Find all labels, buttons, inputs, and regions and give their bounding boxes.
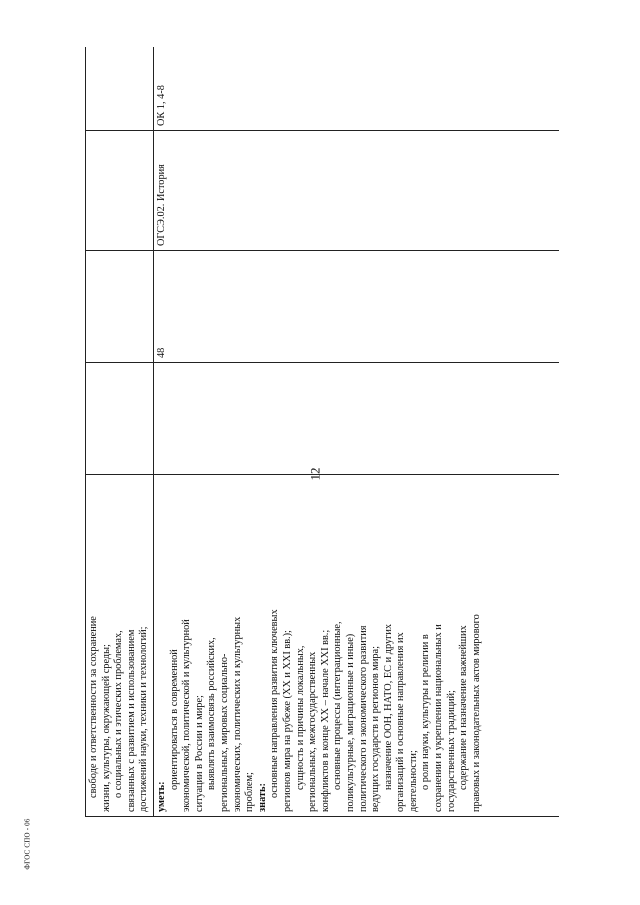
text-line: свободе и ответственности за сохранение bbox=[88, 616, 99, 798]
row1-empty-cell bbox=[86, 131, 154, 251]
row1-requirements-cell bbox=[86, 475, 154, 817]
text-line: экономической, политической и культурной bbox=[181, 619, 193, 812]
rotated-table-frame bbox=[85, 47, 559, 817]
footer-code: ФГОС СПО - 06 bbox=[23, 818, 32, 870]
text-line: поликультурные, миграционные и иные) bbox=[344, 633, 356, 812]
table-row bbox=[86, 47, 154, 817]
rotated-table-content bbox=[85, 47, 559, 817]
text-line: экономических, политических и культурных bbox=[231, 616, 243, 812]
table-row bbox=[154, 47, 560, 817]
text-line: содержание и назначение важнейших bbox=[458, 625, 470, 790]
text-line: региональных, мировых социально- bbox=[218, 653, 230, 812]
discipline-cell: ОГСЭ.02. История bbox=[154, 131, 560, 251]
row2-empty-cell bbox=[154, 363, 560, 475]
text-line: политического и экономического развития bbox=[357, 625, 369, 812]
text-line: основные направления развития ключевых bbox=[269, 609, 281, 798]
text-line: ведущих государств и регионов мира; bbox=[370, 646, 382, 812]
row1-empty-cell bbox=[86, 251, 154, 363]
text-line: основные процессы (интеграционные, bbox=[332, 621, 344, 790]
text-line: конфликтов в конце XX – начале XXI вв.; bbox=[319, 629, 331, 812]
text-line: назначение ООН, НАТО, ЕС и других bbox=[382, 624, 394, 790]
text-line: достижений науки, техники и технологий; bbox=[138, 626, 150, 812]
text-line: ориентироваться в современной bbox=[168, 649, 180, 790]
text-line: знать: bbox=[256, 783, 268, 812]
text-line: проблем; bbox=[244, 772, 256, 812]
text-line: правовых и законодательных актов мирового bbox=[470, 614, 482, 812]
text-line: о роли науки, культуры и религии в bbox=[420, 634, 432, 790]
row1-empty-cell bbox=[86, 363, 154, 475]
text-line: о социальных и этических проблемах, bbox=[113, 630, 125, 798]
competencies-cell: ОК 1, 4-8 bbox=[154, 47, 560, 131]
text-line: организаций и основные направления их bbox=[395, 632, 407, 812]
text-line: регионов мира на рубеже (XX и XXI вв.); bbox=[281, 630, 293, 812]
text-line: ситуации в России и мире; bbox=[193, 695, 205, 812]
text-line: деятельности; bbox=[407, 750, 419, 812]
text-line: связанных с развитием и использованием bbox=[125, 629, 137, 812]
text-line: государственных традиций; bbox=[445, 690, 457, 812]
text-line: жизни, культуры, окружающей среды; bbox=[100, 644, 112, 812]
hours-cell: 48 bbox=[154, 251, 560, 363]
text-line: выявлять взаимосвязь российских, bbox=[206, 637, 218, 790]
text-line: региональных, межгосударственных bbox=[307, 651, 319, 812]
text-line: сущность и причины локальных, bbox=[294, 645, 306, 790]
text-line: сохранении и укреплении национальных и bbox=[433, 624, 445, 812]
page-number: 12 bbox=[307, 467, 323, 481]
curriculum-table bbox=[85, 47, 559, 817]
text-line: уметь: bbox=[156, 781, 167, 812]
row1-empty-cell bbox=[86, 47, 154, 131]
row2-requirements-cell bbox=[154, 475, 560, 817]
